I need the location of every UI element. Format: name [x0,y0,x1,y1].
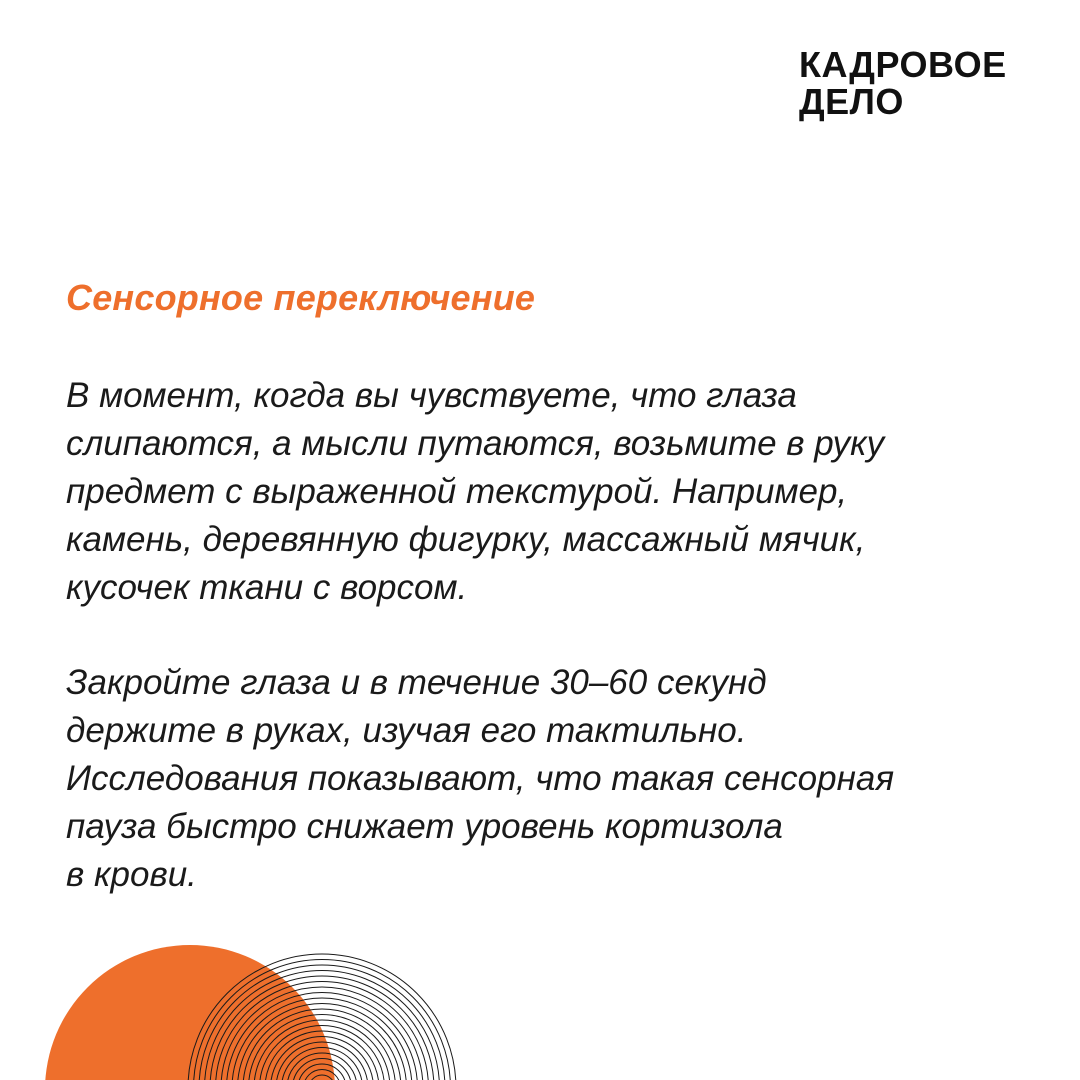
decorative-circles [0,930,480,1080]
brand-logo-line2: ДЕЛО [799,81,904,122]
paragraph-1-line: камень, деревянную фигурку, массажный мячик, [66,520,866,559]
orange-circle [45,945,335,1080]
paragraph-1-line: слипаются, а мысли путаются, возьмите в руку [66,424,885,463]
paragraph-2-line: Закройте глаза и в течение 30–60 секунд [66,663,767,702]
paragraph-2-line: пауза быстро снижает уровень кортизола [66,807,783,846]
paragraph-2-line: в крови. [66,855,197,894]
paragraph-1-line: В момент, когда вы чувствуете, что глаза [66,376,797,415]
brand-logo [799,46,1007,120]
paragraph-2-line: Исследования показывают, что такая сенсорная [66,759,895,798]
body-paragraph-2 [66,659,1056,899]
paragraph-2-line: держите в руках, изучая его тактильно. [66,711,747,750]
brand-logo-line1: КАДРОВОЕ [799,44,1007,85]
paragraph-1-line: предмет с выраженной текстурой. Например, [66,472,848,511]
section-heading: Сенсорное переключение [66,277,536,318]
body-paragraph-1 [66,372,1056,612]
paragraph-1-line: кусочек ткани с ворсом. [66,568,468,607]
